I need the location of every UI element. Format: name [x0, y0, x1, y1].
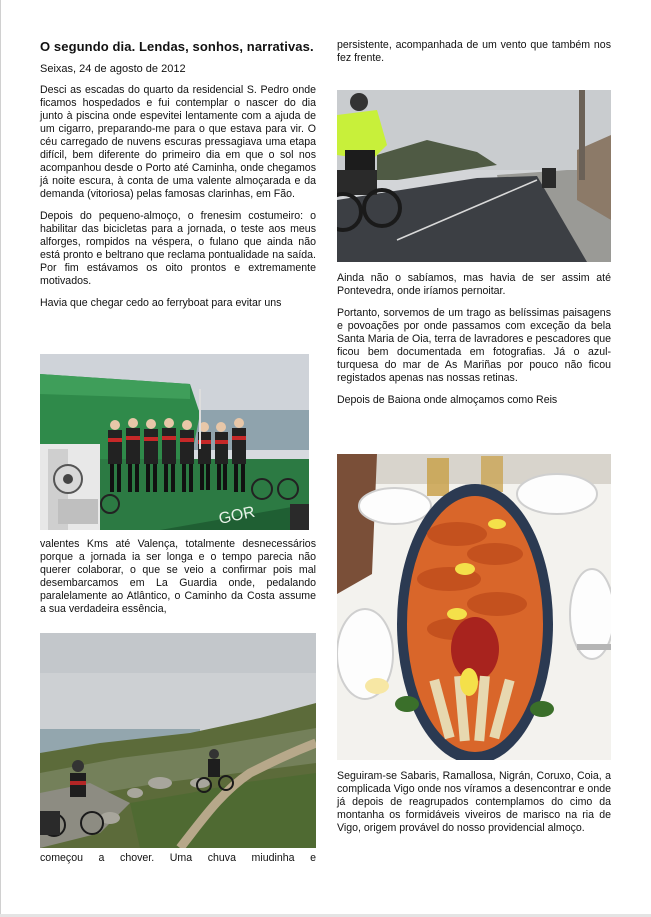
- article-dateline: Seixas, 24 de agosto de 2012: [40, 63, 186, 75]
- rainy-road-photo: [337, 90, 611, 262]
- page-edge: [0, 0, 1, 917]
- right-text-block-1: [337, 39, 611, 65]
- paragraph: persistente, acompanhada de um vento que também nos fez frente.: [337, 39, 611, 64]
- svg-text:GOR: GOR: [217, 503, 257, 528]
- right-text-block-2: [337, 272, 611, 407]
- paragraph: Havia que chegar cedo ao ferryboat para evitar uns: [40, 297, 282, 309]
- paragraph: Depois de Baiona onde almoçamos como Reis: [337, 394, 558, 406]
- paragraph: Desci as escadas do quarto da residencial S. Pedro onde ficamos hospedados e fui contemplar o nascer do dia junto à piscina onde espevitei lentamente com a ajuda de um cigarro, preparando-me para o que estava para vir. O céu carregado de nuvens escuras pressagiava uma etapa difícil, bem diferente do primeiro dia em que o sol nos acompanhou desde o Porto até Caminha, onde chegamos já noite escura, à conta de uma valente almoçarada e da demanda (vitoriosa) pelas famosas clarinhas, em Fão.: [40, 84, 316, 200]
- left-text-block-2: [40, 538, 316, 616]
- paragraph: Depois do pequeno-almoço, o frenesim costumeiro: o habilitar das bicicletas para a jornada, o teste aos meus alforges, rompidos na véspera, o fulano que ainda não está pronto e beltrano que reclama pontualidade na saída. Por fim estávamos os oito prontos e extremamente motivados.: [40, 210, 316, 287]
- left-text-block-3: [40, 852, 316, 865]
- paragraph: começou a chover. Uma chuva miudinha e: [40, 852, 316, 864]
- right-text-block-3: [337, 770, 611, 835]
- paragraph: Seguiram-se Sabaris, Ramallosa, Nigrán, Coruxo, Coia, a complicada Vigo onde nos víramos a desencontrar e onde já depois de reagrupados contemplamos do cimo da montanha os formidáveis viveiros de marisco na ria de Vigo, origem provável do nosso providencial almoço.: [337, 770, 611, 834]
- article-header: [40, 39, 316, 85]
- seafood-platter-photo: [337, 454, 611, 760]
- left-text-block-1: [40, 84, 316, 310]
- paragraph: Ainda não o sabíamos, mas havia de ser assim até Pontevedra, onde iríamos pernoitar.: [337, 272, 611, 297]
- paragraph: Portanto, sorvemos de um trago as belíssimas paisagens e povoações por onde passamos com exceção da bela Santa Maria de Oia, terra de lavradores e pescadores que ficou bem documentada em fotografias. Já o azul-turquesa do mar de As Mariñas por pouco não ficou registados apenas nas nossas retinas.: [337, 307, 611, 384]
- ferry-deck-photo: [40, 354, 309, 530]
- paragraph: valentes Kms até Valença, totalmente desnecessários porque a jornada ia ser longa e o tempo parecia não querer colaborar, o que se veio a confirmar pois mal desembarcamos em La Guardia onde, pedalando paralelamente ao Atlântico, o Caminho da Costa assume a sua verdadeira essência,: [40, 538, 316, 615]
- article-title: O segundo dia. Lendas, sonhos, narrativas.: [40, 39, 314, 54]
- coastal-trail-photo: [40, 633, 316, 848]
